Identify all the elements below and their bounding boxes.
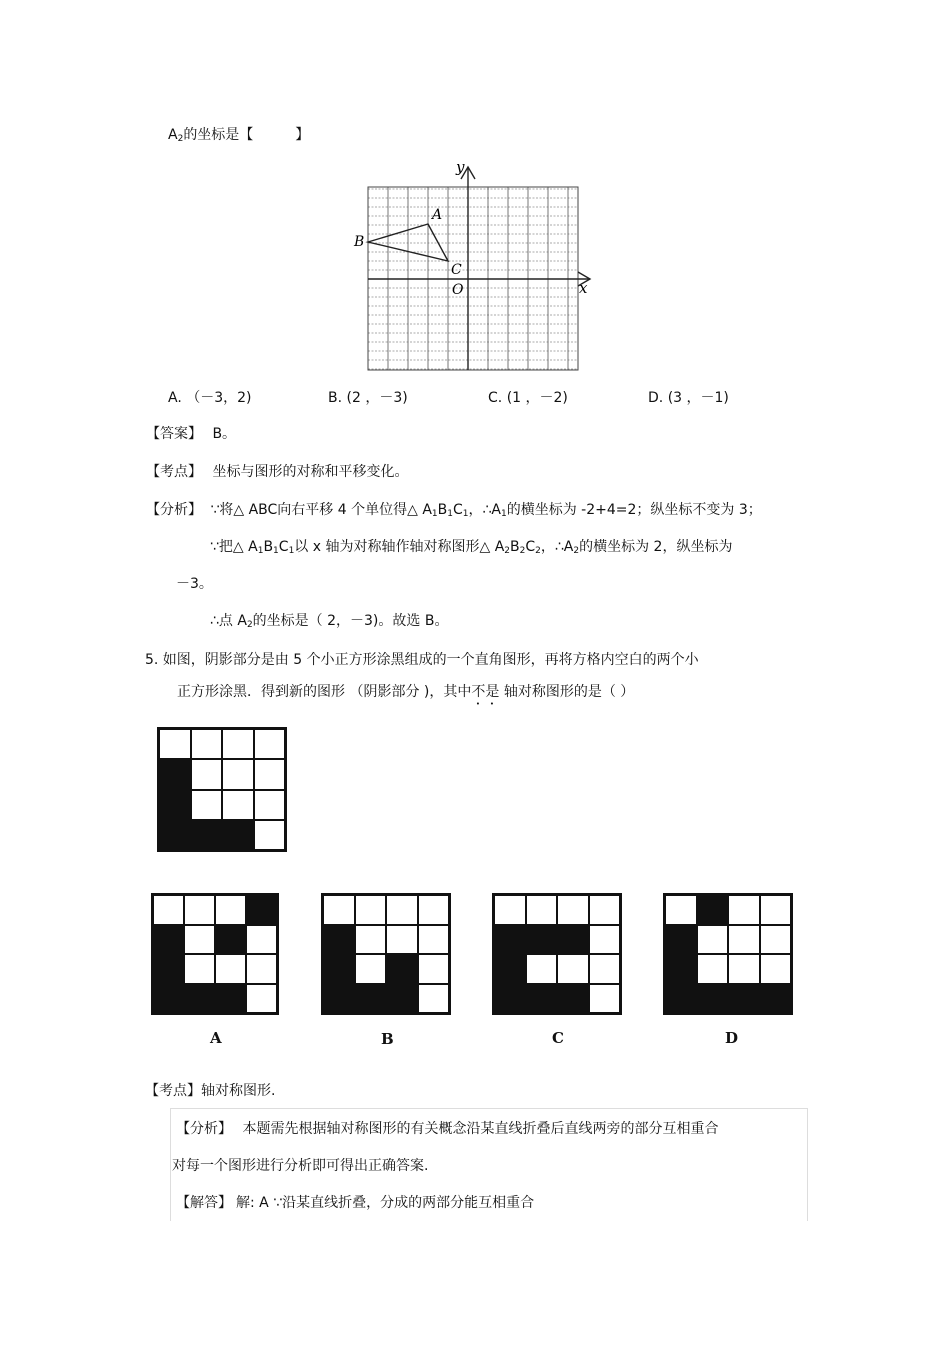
option-d: D. (3 ，－1) xyxy=(648,390,729,406)
option-a: A. （－3，2) xyxy=(168,390,252,406)
shaded-cell xyxy=(526,925,558,955)
shaded-cell xyxy=(760,984,792,1014)
option-c: C. (1 ，－2) xyxy=(488,390,568,406)
blank-cell xyxy=(159,729,191,759)
shaded-cell xyxy=(323,984,355,1014)
choice-d-grid xyxy=(663,893,793,1015)
q5-line-2: 正方形涂黑．得到新的图形 （阴影部分 )，其中不是 轴对称图形的是（ ） xyxy=(177,684,635,700)
shaded-cell xyxy=(355,984,387,1014)
choice-a-label: A xyxy=(210,1029,222,1047)
blank-cell xyxy=(386,925,418,955)
blank-cell xyxy=(418,954,450,984)
blank-cell xyxy=(418,984,450,1014)
blank-cell xyxy=(665,895,697,925)
coordinate-figure xyxy=(350,155,600,377)
shaded-cell xyxy=(697,895,729,925)
blank-cell xyxy=(153,895,184,925)
shaded-cell xyxy=(153,954,184,984)
blank-cell xyxy=(589,925,621,955)
blank-cell xyxy=(246,925,277,955)
shaded-cell xyxy=(697,984,729,1014)
blank-cell xyxy=(494,895,526,925)
fenxi-line-1: 【分析】 ∵将△ ABC向右平移 4 个单位得△ $A_1B_1C_1$，$\therefore A_1$的横坐标为 -2+4=2；纵坐标不变为 3； xyxy=(146,502,762,519)
blank-cell xyxy=(697,925,729,955)
q5-jieda-line: 【解答】 解: A ∵沿某直线折叠，分成的两部分能互相重合 xyxy=(176,1195,535,1211)
blank-cell xyxy=(760,925,792,955)
shaded-cell xyxy=(665,954,697,984)
shaded-cell xyxy=(386,984,418,1014)
blank-cell xyxy=(386,895,418,925)
blank-cell xyxy=(355,954,387,984)
blank-cell xyxy=(254,759,286,789)
x-axis xyxy=(368,272,590,286)
fenxi-line-3: －3。 xyxy=(176,576,213,592)
blank-cell xyxy=(222,790,254,820)
option-b: B. (2 ，－3) xyxy=(328,390,408,406)
shaded-cell xyxy=(665,925,697,955)
blank-cell xyxy=(191,729,223,759)
shaded-cell xyxy=(184,984,215,1014)
blank-cell xyxy=(557,954,589,984)
shaded-cell xyxy=(386,954,418,984)
blank-cell xyxy=(589,895,621,925)
shaded-cell xyxy=(494,925,526,955)
q4-stem: $A_2$的坐标是【 】 xyxy=(168,127,310,144)
shaded-cell xyxy=(494,984,526,1014)
blank-cell xyxy=(589,954,621,984)
blank-cell xyxy=(728,925,760,955)
blank-cell xyxy=(728,895,760,925)
blank-cell xyxy=(191,790,223,820)
choice-a-grid xyxy=(151,893,279,1015)
blank-cell xyxy=(760,895,792,925)
point-c-label: C xyxy=(451,262,462,278)
shaded-cell xyxy=(728,984,760,1014)
shaded-cell xyxy=(557,925,589,955)
choice-b-label: B xyxy=(381,1030,394,1048)
shaded-cell xyxy=(215,925,246,955)
blank-cell xyxy=(184,895,215,925)
q5-fenxi-line-1: 【分析】 本题需先根据轴对称图形的有关概念沿某直线折叠后直线两旁的部分互相重合 xyxy=(176,1121,719,1137)
y-axis xyxy=(461,167,475,370)
blank-cell xyxy=(526,954,558,984)
shaded-cell xyxy=(153,925,184,955)
shaded-cell xyxy=(159,820,191,850)
blank-cell xyxy=(222,729,254,759)
blank-cell xyxy=(215,954,246,984)
shaded-cell xyxy=(323,925,355,955)
q5-kaodian: 【考点】轴对称图形. xyxy=(145,1083,276,1099)
point-b-label: B xyxy=(354,234,365,250)
q5-fenxi-line-2: 对每一个图形进行分析即可得出正确答案. xyxy=(172,1158,429,1174)
blank-cell xyxy=(254,790,286,820)
base-shape-grid xyxy=(157,727,287,852)
blank-cell xyxy=(557,895,589,925)
shaded-cell xyxy=(159,759,191,789)
y-axis-label: y xyxy=(456,158,465,176)
shaded-cell xyxy=(191,820,223,850)
shaded-cell xyxy=(215,984,246,1014)
choice-c-label: C xyxy=(552,1029,564,1047)
shaded-cell xyxy=(246,895,277,925)
shaded-cell xyxy=(526,984,558,1014)
blank-cell xyxy=(418,925,450,955)
blank-cell xyxy=(184,925,215,955)
blank-cell xyxy=(254,729,286,759)
shaded-cell xyxy=(222,820,254,850)
blank-cell xyxy=(355,895,387,925)
blank-cell xyxy=(323,895,355,925)
blank-cell xyxy=(246,954,277,984)
shaded-cell xyxy=(153,984,184,1014)
blank-cell xyxy=(728,954,760,984)
shaded-cell xyxy=(159,790,191,820)
blank-cell xyxy=(246,984,277,1014)
blank-cell xyxy=(184,954,215,984)
shaded-cell xyxy=(665,984,697,1014)
fenxi-line-4: ∴点 $A_2$的坐标是（ 2，－3)。故选 B。 xyxy=(210,613,449,630)
choice-b-grid xyxy=(321,893,451,1015)
blank-cell xyxy=(355,925,387,955)
answer-line: 【答案】 B。 xyxy=(146,426,237,442)
q5-line-1: 5. 如图，阴影部分是由 5 个小正方形涂黑组成的一个直角图形，再将方格内空白的两个小 xyxy=(145,652,699,668)
point-a-label: A xyxy=(432,207,443,223)
blank-cell xyxy=(222,759,254,789)
choice-d-label: D xyxy=(725,1029,739,1047)
shaded-cell xyxy=(323,954,355,984)
blank-cell xyxy=(215,895,246,925)
blank-cell xyxy=(418,895,450,925)
blank-cell xyxy=(697,954,729,984)
shaded-cell xyxy=(557,984,589,1014)
shaded-cell xyxy=(494,954,526,984)
kaodian-line: 【考点】 坐标与图形的对称和平移变化。 xyxy=(146,464,409,480)
fenxi-line-2: ∵把△ $A_1B_1C_1$以 x 轴为对称轴作轴对称图形△ $A_2B_2C_2$，$\therefore A_2$的横坐标为 2，纵坐标为 xyxy=(210,539,733,556)
blank-cell xyxy=(589,984,621,1014)
choice-c-grid xyxy=(492,893,622,1015)
blank-cell xyxy=(526,895,558,925)
blank-cell xyxy=(191,759,223,789)
origin-label: O xyxy=(452,282,464,298)
blank-cell xyxy=(254,820,286,850)
x-axis-label: x xyxy=(579,279,588,297)
blank-cell xyxy=(760,954,792,984)
